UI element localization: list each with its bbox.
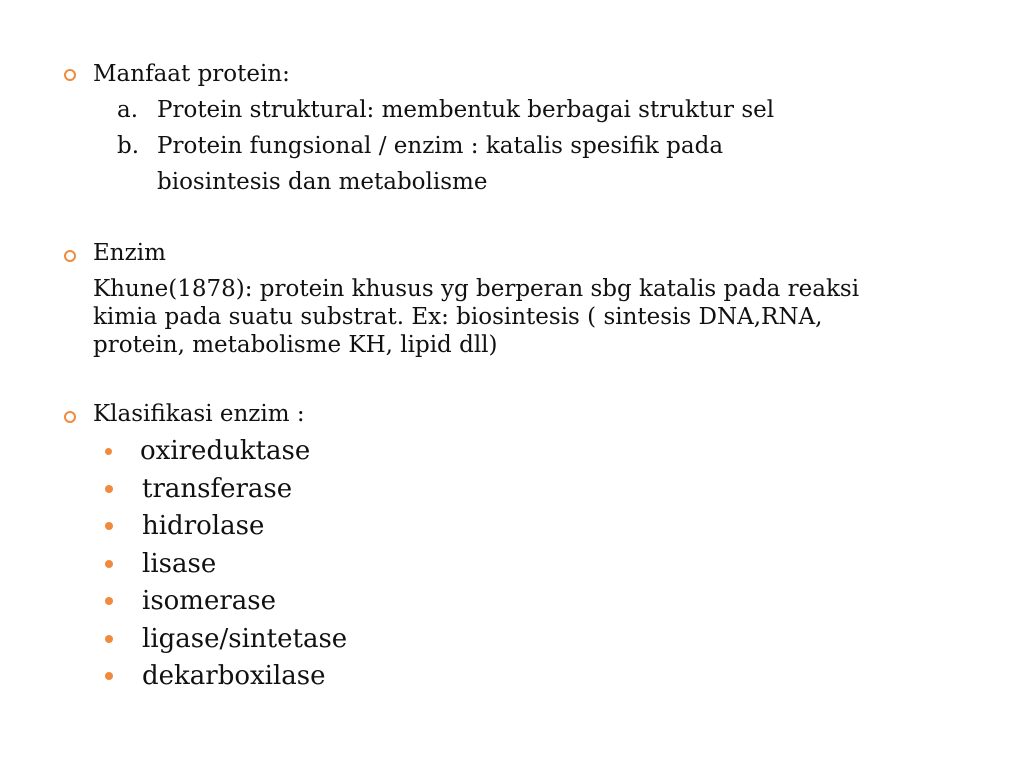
heading-klasifikasi-enzim: Klasifikasi enzim : <box>93 401 305 427</box>
list-item-isomerase: isomerase <box>142 586 277 616</box>
item-marker-a: a. <box>117 97 139 123</box>
list-item-oxireduktase: oxireduktase <box>140 436 311 466</box>
orange-dot-bullet-icon <box>105 485 113 493</box>
list-item-hidrolase: hidrolase <box>142 511 265 541</box>
orange-ring-bullet-icon <box>64 69 76 81</box>
list-item-lisase: lisase <box>142 549 217 579</box>
enzim-paragraph-line-2: kimia pada suatu substrat. Ex: biosintesis ( sintesis DNA,RNA, <box>93 304 823 330</box>
orange-dot-bullet-icon <box>105 448 112 455</box>
item-marker-b: b. <box>117 133 140 159</box>
orange-ring-bullet-icon <box>64 250 76 262</box>
orange-dot-bullet-icon <box>105 597 113 605</box>
item-protein-fungsional-continuation: biosintesis dan metabolisme <box>157 169 488 195</box>
enzim-paragraph-line-3: protein, metabolisme KH, lipid dll) <box>93 332 498 358</box>
orange-dot-bullet-icon <box>105 672 113 680</box>
orange-dot-bullet-icon <box>105 560 113 568</box>
list-item-transferase: transferase <box>142 474 293 504</box>
orange-dot-bullet-icon <box>105 522 113 530</box>
item-protein-fungsional: Protein fungsional / enzim : katalis spesifik pada <box>157 133 724 159</box>
heading-enzim: Enzim <box>93 240 166 266</box>
orange-ring-bullet-icon <box>64 411 76 423</box>
orange-dot-bullet-icon <box>105 635 113 643</box>
item-protein-struktural: Protein struktural: membentuk berbagai struktur sel <box>157 97 775 123</box>
enzim-paragraph-line-1: Khune(1878): protein khusus yg berperan sbg katalis pada reaksi <box>93 276 860 302</box>
list-item-ligase-sintetase: ligase/sintetase <box>142 624 348 654</box>
list-item-dekarboxilase: dekarboxilase <box>142 661 326 691</box>
heading-manfaat-protein: Manfaat protein: <box>93 61 290 87</box>
